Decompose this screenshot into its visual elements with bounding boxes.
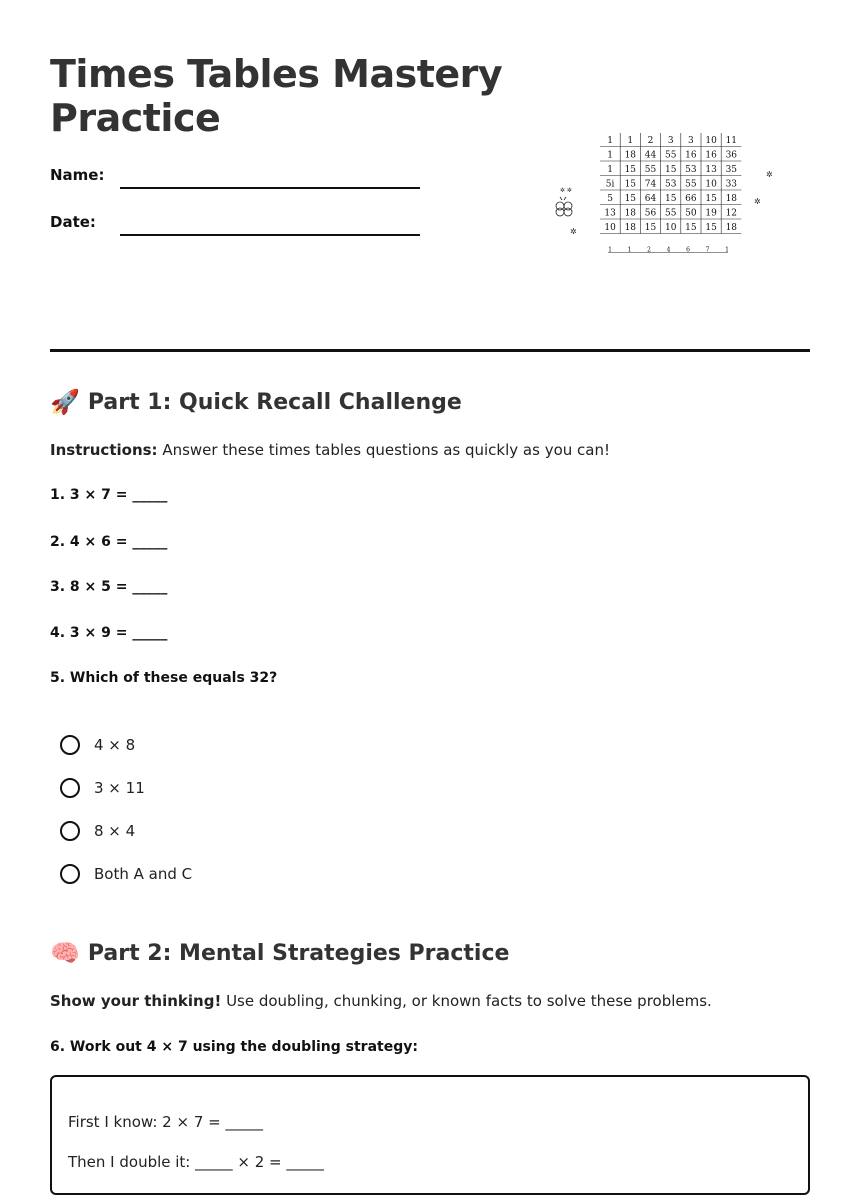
grid-cell: 3	[667, 136, 674, 146]
grid-cell: 1	[607, 150, 613, 161]
grid-cell: 55	[644, 165, 657, 175]
svg-text:✲: ✲	[570, 227, 577, 236]
grid-cell: 15	[685, 223, 697, 233]
grid-cell: 55	[685, 179, 697, 190]
svg-text:✲ ✲: ✲ ✲	[560, 187, 572, 194]
grid-cell: 15	[705, 194, 717, 204]
grid-cell: 13	[705, 165, 717, 175]
grid-cell: 15	[624, 179, 637, 190]
name-label: Name:	[50, 166, 105, 184]
grid-cell: 15	[624, 165, 637, 175]
part1-heading	[50, 388, 462, 416]
question-6: 6. Work out 4 × 7 using the doubling strategy:	[50, 1039, 418, 1055]
part1-instructions	[50, 441, 610, 459]
option-d-label: Both A and C	[94, 865, 193, 883]
apple-doodle-icon	[556, 197, 572, 216]
grid-cell: 56	[644, 208, 657, 219]
title-line-1: Times Tables Mastery	[50, 52, 503, 96]
grid-cell: 13	[604, 208, 616, 219]
grid-cell: 15	[644, 223, 657, 233]
scale-label: 7	[705, 246, 710, 254]
part2-title: Part 2: Mental Strategies Practice	[87, 940, 510, 966]
grid-cell: 5i	[605, 179, 615, 190]
question-3: 3. 8 × 5 = _____	[50, 579, 168, 595]
scale-label: 1	[608, 246, 612, 254]
option-a-label: 4 × 8	[94, 736, 136, 754]
option-a[interactable]	[60, 735, 135, 755]
grid-cell: 16	[705, 150, 717, 161]
grid-cell: 64	[644, 194, 657, 204]
section-divider	[50, 349, 810, 352]
part2-intro-text: Use doubling, chunking, or known facts to solve these problems.	[221, 992, 712, 1010]
instructions-label: Instructions:	[50, 441, 158, 459]
grid-cell: 74	[644, 179, 657, 190]
grid-cell: 16	[685, 150, 697, 161]
svg-text:✲: ✲	[754, 197, 761, 206]
part2-heading	[50, 939, 509, 967]
grid-cell: 10	[664, 223, 677, 233]
question-4: 4. 3 × 9 = _____	[50, 625, 168, 641]
grid-cell: 10	[705, 136, 717, 146]
scale-label: 1	[725, 246, 729, 254]
grid-cell: 1	[607, 136, 613, 146]
grid-cell: 3	[688, 136, 694, 146]
option-b[interactable]	[60, 778, 145, 798]
option-d[interactable]	[60, 864, 192, 884]
grid-cell: 66	[685, 194, 697, 204]
page-title	[50, 52, 502, 140]
name-field[interactable]	[120, 187, 420, 189]
date-label: Date:	[50, 213, 96, 231]
grid-cell: 1	[627, 136, 634, 146]
date-field[interactable]	[120, 234, 420, 236]
grid-cell: 15	[705, 223, 717, 233]
work-line-2: Then I double it: _____ × 2 = _____	[68, 1153, 324, 1171]
grid-cell: 19	[705, 208, 717, 219]
part2-intro-bold: Show your thinking!	[50, 992, 222, 1010]
grid-cell: 2	[647, 136, 654, 146]
svg-text:✲: ✲	[766, 170, 773, 179]
question-2: 2. 4 × 6 = _____	[50, 534, 168, 550]
grid-cell: 18	[624, 208, 637, 219]
rocket-icon: 🚀	[50, 388, 80, 416]
grid-cell: 55	[664, 208, 677, 219]
radio-b[interactable]	[60, 778, 80, 798]
scale-label: 2	[647, 246, 651, 254]
multiplication-grid-image	[548, 130, 788, 255]
grid-cell: 33	[725, 179, 738, 190]
multiplication-grid-svg	[548, 130, 788, 255]
question-1: 1. 3 × 7 = _____	[50, 487, 168, 503]
scale-label: 4	[666, 246, 671, 254]
grid-cell: 36	[725, 150, 738, 161]
grid-cell: 53	[685, 165, 697, 175]
grid-cell: 11	[725, 136, 738, 146]
grid-cell: 18	[725, 194, 738, 204]
grid-cell: 10	[705, 179, 717, 190]
work-line-1: First I know: 2 × 7 = _____	[68, 1113, 263, 1131]
scale-label: 1	[627, 246, 632, 254]
grid-cell: 10	[604, 223, 616, 233]
grid-cell: 15	[624, 194, 637, 204]
option-b-label: 3 × 11	[94, 779, 145, 797]
part2-intro	[50, 992, 712, 1010]
grid-cell: 1	[607, 165, 613, 175]
grid-cell: 5	[607, 194, 613, 204]
option-c-label: 8 × 4	[94, 822, 136, 840]
working-area-box[interactable]	[50, 1075, 810, 1195]
grid-cell: 44	[644, 150, 657, 161]
grid-cell: 15	[664, 165, 677, 175]
grid-cell: 12	[725, 208, 738, 219]
radio-a[interactable]	[60, 735, 80, 755]
grid-cell: 53	[664, 179, 677, 190]
grid-cell: 35	[725, 165, 738, 175]
radio-c[interactable]	[60, 821, 80, 841]
radio-d[interactable]	[60, 864, 80, 884]
grid-cell: 18	[624, 150, 637, 161]
grid-cell: 18	[624, 223, 637, 233]
option-c[interactable]	[60, 821, 135, 841]
part1-title: Part 1: Quick Recall Challenge	[87, 389, 462, 415]
title-line-2: Practice	[50, 96, 221, 140]
question-5: 5. Which of these equals 32?	[50, 670, 278, 686]
grid-cell: 15	[664, 194, 677, 204]
grid-cell: 18	[725, 223, 738, 233]
scale-label: 6	[686, 246, 690, 254]
brain-icon: 🧠	[50, 939, 80, 967]
grid-cell: 55	[664, 150, 677, 161]
grid-cell: 50	[685, 208, 697, 219]
instructions-text: Answer these times tables questions as quickly as you can!	[157, 441, 610, 459]
